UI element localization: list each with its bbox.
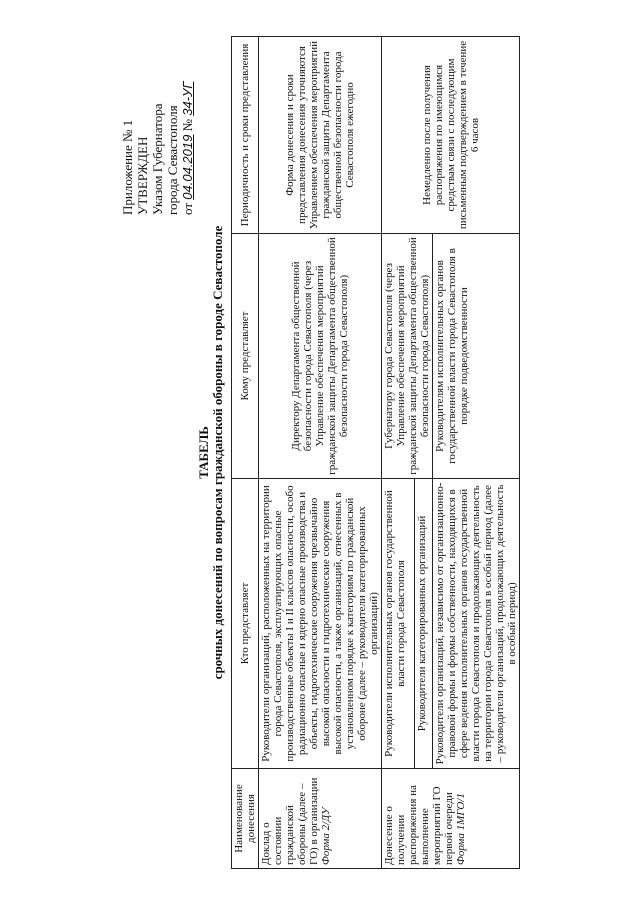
row1-who: Руководители организаций, расположенных на территории города Севастополя, эксплуатирующих опасные производственные объекты I и II классов опасности, особо радиационно опасные и ядерно опасные производства и объекты, гидротехнические сооружения чрезвычайно высокой опасности и гидротехнические сооружения высокой опасности, а также организаций, отнесенных в установленном порядке к категориям по гражданской обороне (далее – руководители категорированных организаций): [259, 479, 382, 769]
row2-to-a: Губернатору города Севастополя (через Управление обеспечения мероприятий гражданской защиты Департамента общественной безопасности города Севастополя): [382, 234, 433, 479]
header-name: Наименование донесения: [232, 769, 259, 869]
approved-label: УТВЕРЖДЕН: [135, 136, 150, 215]
table-header-row: [232, 37, 259, 869]
reports-table: [231, 36, 520, 869]
city-label: города Севастополя: [165, 105, 180, 215]
row2-who-a: Руководители исполнительных органов государственной власти города Севастополя: [382, 479, 415, 769]
row2-who-c: Руководители организаций, независимо от организационно-правовой формы и формы собственности, находящихся в сфере ведения исполнительных органов государственной власти города Севастополя и продолжающих деятельность на территории города Севастополя в особый период (далее – руководители организаций, продолжающих деятельность в особый период): [433, 479, 520, 769]
decree-number: 34-УГ: [180, 81, 195, 116]
row1-to: Директору Департамента общественной безопасности города Севастополя (через Управление обеспечения мероприятий гражданской защиты Департамента общественной безопасности города Севастополя): [259, 234, 382, 479]
row1-name: Доклад о состоянии гражданской обороны (далее – ГО) в организации: [260, 777, 320, 865]
row2-form: Форма 1МГО/1: [455, 793, 467, 865]
decree-date-line: [180, 15, 195, 215]
appendix-label: Приложение № 1: [120, 119, 135, 215]
table-row: [259, 37, 382, 869]
row2-name: Донесение о получении распоряжения на выполнение мероприятий ГО первой очереди: [383, 785, 455, 865]
row1-name-cell: [259, 769, 382, 869]
row1-form: Форма 2/ДУ: [320, 807, 332, 865]
date-prefix: от: [180, 202, 195, 215]
row1-period: Форма донесения и сроки представления донесения уточняются Управлением обеспечения мероприятий гражданской защиты Департамента общественной безопасности города Севастополя ежегодно: [259, 37, 382, 234]
number-prefix: №: [180, 119, 195, 132]
document-subtitle: срочных донесений по вопросам гражданской обороны в городе Севастополе: [210, 225, 225, 680]
document-title: ТАБЕЛЬ: [196, 426, 211, 479]
decree-label: Указом Губернатора: [150, 103, 165, 215]
approval-stamp: [120, 15, 195, 215]
row2-to-b: Руководителям исполнительных органов государственной власти города Севастополя в порядке подведомственности: [433, 234, 520, 479]
row2-name-cell: [382, 769, 520, 869]
row2-period: Немедленно после получения распоряжения по имеющимся средствам связи с последующим письменным подтверждением в течение 6 часов: [382, 37, 520, 234]
decree-date: 04.04.2019: [180, 134, 195, 200]
header-period: Периодичность и сроки представления: [232, 37, 259, 234]
header-who: Кто представляет: [232, 479, 259, 769]
header-to: Кому представляет: [232, 234, 259, 479]
row2-who-b: Руководители категорированных организаций: [414, 479, 432, 769]
table-row: [382, 37, 415, 869]
